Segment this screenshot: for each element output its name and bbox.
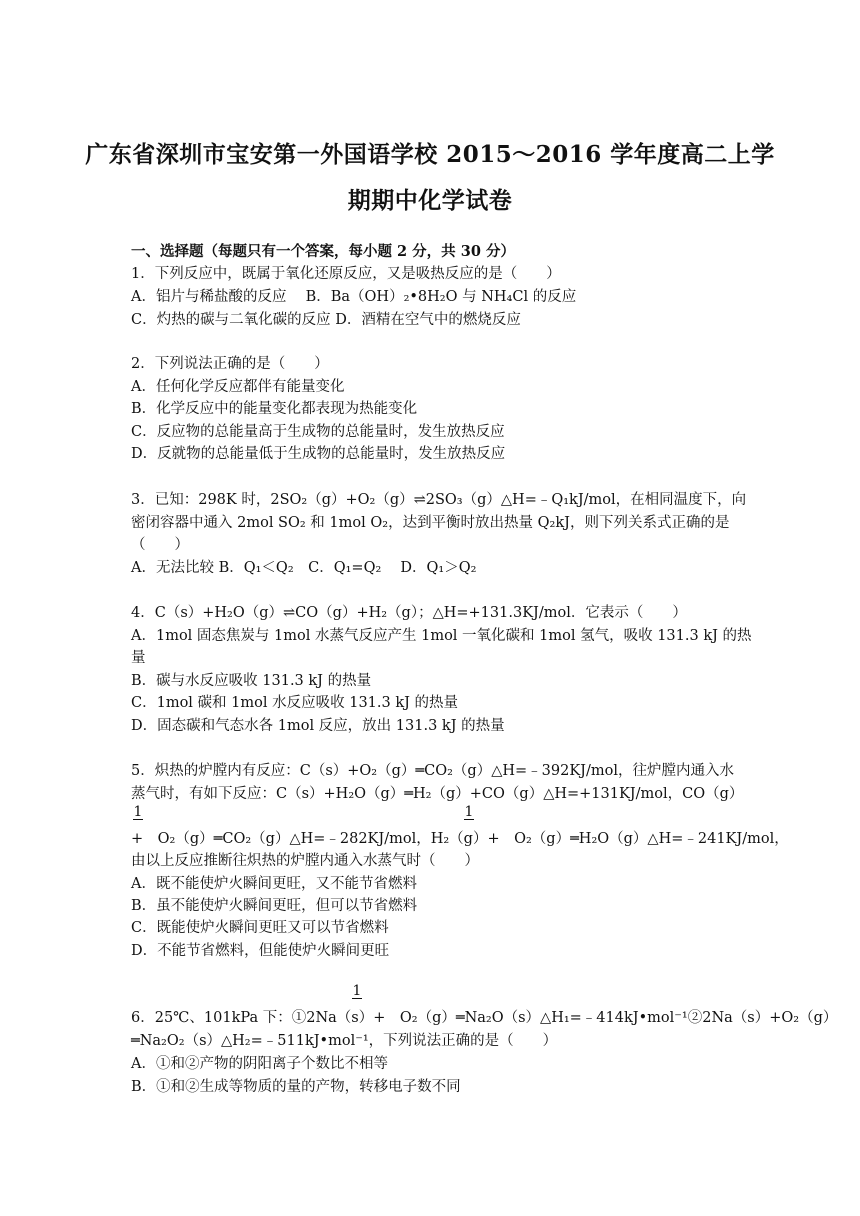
question-6-stem-2: ═Na₂O₂（s）△H₂=﹣511kJ•mol⁻¹，下列说法正确的是（ ） — [131, 1033, 558, 1049]
question-5-stem-1: 5．炽热的炉膛内有反应：C（s）+O₂（g）═CO₂（g）△H=﹣392KJ/mol，往炉膛内通入水 — [131, 763, 734, 779]
fraction-one-half: 1 — [133, 804, 143, 820]
question-2-option-b: B．化学反应中的能量变化都表现为热能变化 — [131, 401, 418, 417]
question-2-stem: 2．下列说法正确的是（ ） — [131, 356, 329, 372]
question-5-option-c: C．既能使炉火瞬间更旺又可以节省燃料 — [131, 920, 389, 936]
question-4-stem: 4．C（s）+H₂O（g）⇌CO（g）+H₂（g）；△H=+131.3KJ/mol．它表示（ ） — [131, 605, 687, 621]
question-3-stem-3: （ ） — [131, 537, 189, 553]
question-5-option-b: B．虽不能使炉火瞬间更旺，但可以节省燃料 — [131, 898, 418, 914]
question-5-option-d: D．不能节省燃料，但能使炉火瞬间更旺 — [131, 943, 390, 959]
question-5-stem-2: 蒸气时，有如下反应：C（s）+H₂O（g）═H₂（g）+CO（g）△H=+131KJ/mol，CO（g） — [131, 786, 744, 802]
page-title-line1: 广东省深圳市宝安第一外国语学校 2015～2016 学年度高二上学 — [85, 141, 775, 168]
question-2-option-d: D．反就物的总能量低于生成物的总能量时，发生放热反应 — [131, 446, 506, 462]
question-5-stem-4: 由以上反应推断往炽热的炉膛内通入水蒸气时（ ） — [131, 853, 479, 869]
question-6-option-a: A．①和②产物的阴阳离子个数比不相等 — [131, 1056, 388, 1072]
question-6-option-b: B．①和②生成等物质的量的产物，转移电子数不同 — [131, 1079, 461, 1095]
question-4-option-b: B．碳与水反应吸收 131.3 kJ 的热量 — [131, 673, 372, 689]
question-6-stem-1: 6．25℃、101kPa 下：①2Na（s）+ O₂（g）═Na₂O（s）△H₁=﹣414kJ•mol⁻¹②2Na（s）+O₂（g） — [131, 1010, 838, 1026]
question-4-option-a-cont: 量 — [131, 650, 146, 666]
question-3-stem-1: 3．已知：298K 时，2SO₂（g）+O₂（g）⇌2SO₃（g）△H=﹣Q₁kJ/mol，在相同温度下，向 — [131, 492, 747, 508]
page-title-line2: 期期中化学试卷 — [347, 187, 513, 214]
fraction-one-half: 1 — [464, 804, 474, 820]
question-3-stem-2: 密闭容器中通入 2mol SO₂ 和 1mol O₂，达到平衡时放出热量 Q₂kJ，则下列关系式正确的是 — [131, 515, 730, 531]
question-2-option-a: A．任何化学反应都伴有能量变化 — [131, 379, 345, 395]
question-5-option-a: A．既不能使炉火瞬间更旺，又不能节省燃料 — [131, 876, 417, 892]
question-4-option-a: A．1mol 固态焦炭与 1mol 水蒸气反应产生 1mol 一氧化碳和 1mol 氢气，吸收 131.3 kJ 的热 — [131, 628, 752, 644]
question-1-options-cd: C．灼热的碳与二氧化碳的反应 D．酒精在空气中的燃烧反应 — [131, 312, 521, 328]
question-4-option-d: D．固态碳和气态水各 1mol 反应，放出 131.3 kJ 的热量 — [131, 718, 505, 734]
section-heading: 一、选择题（每题只有一个答案，每小题 2 分，共 30 分） — [131, 243, 515, 260]
question-2-option-c: C．反应物的总能量高于生成物的总能量时，发生放热反应 — [131, 424, 505, 440]
question-1-stem: 1．下列反应中，既属于氧化还原反应，又是吸热反应的是（ ） — [131, 266, 561, 282]
question-5-stem-3: + O₂（g）═CO₂（g）△H=﹣282KJ/mol，H₂（g）+ O₂（g）═H₂O（g）△H=﹣241KJ/mol， — [131, 831, 789, 847]
question-4-option-c: C．1mol 碳和 1mol 水反应吸收 131.3 kJ 的热量 — [131, 695, 459, 711]
question-1-options-ab: A．铝片与稀盐酸的反应 B．Ba（OH）₂•8H₂O 与 NH₄Cl 的反应 — [131, 289, 577, 305]
fraction-one-half: 1 — [352, 983, 362, 999]
question-3-options: A．无法比较 B．Q₁＜Q₂ C．Q₁=Q₂ D．Q₁＞Q₂ — [131, 560, 477, 576]
